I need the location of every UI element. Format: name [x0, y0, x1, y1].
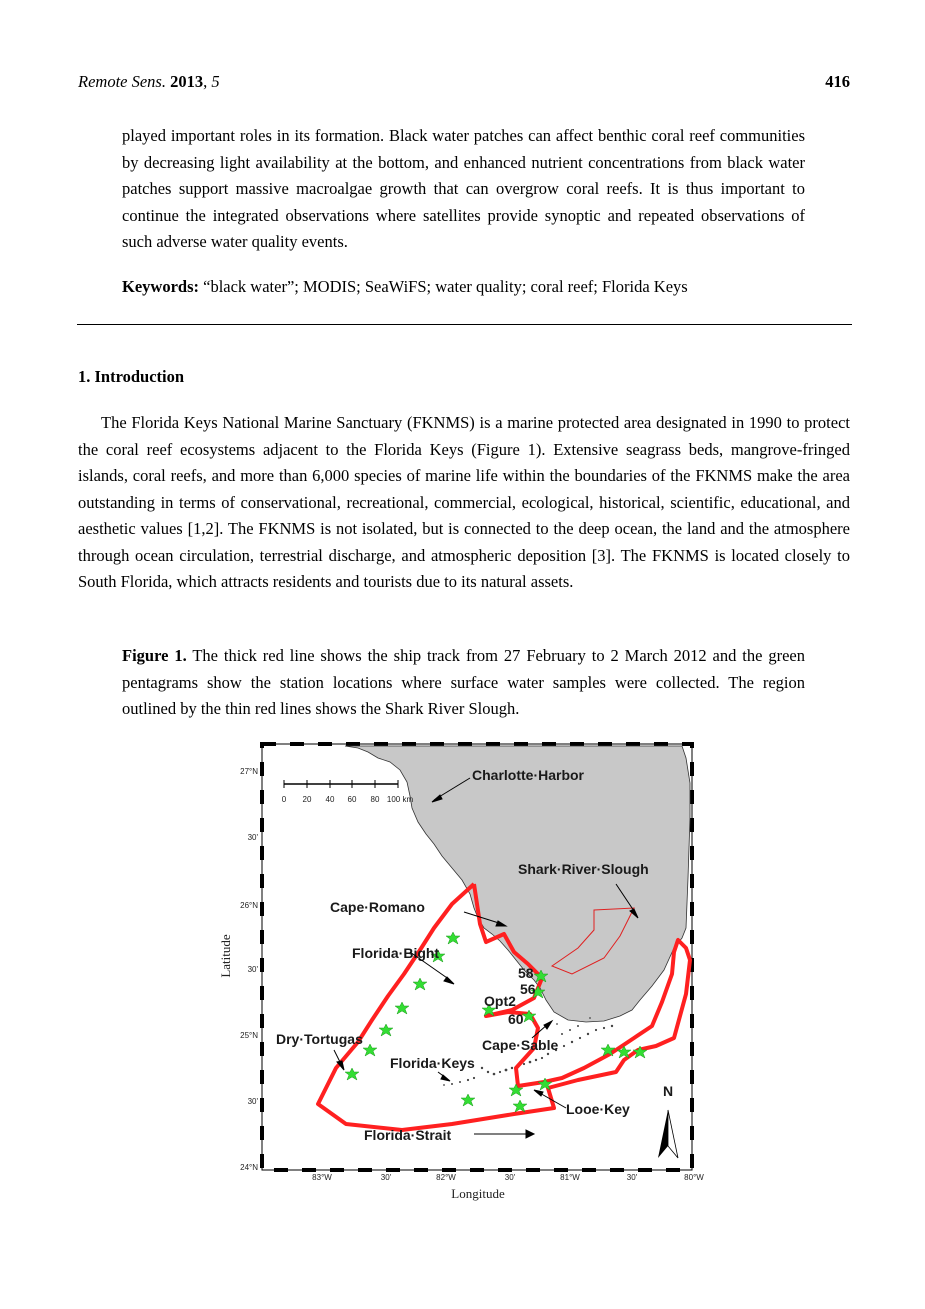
keywords [122, 274, 805, 300]
page-number: 416 [825, 72, 850, 91]
lat-tick: 30' [247, 833, 258, 842]
scale-tick: 80 [370, 795, 380, 804]
lat-tick: 26°N [240, 901, 258, 910]
keywords-text: “black water”; MODIS; SeaWiFS; water quality; coral reef; Florida Keys [203, 277, 688, 296]
x-axis-title: Longitude [451, 1186, 505, 1201]
lon-tick: 80°W [684, 1173, 704, 1182]
label-shark-river-slough: Shark·River·Slough [518, 861, 649, 877]
lon-tick: 81°W [560, 1173, 580, 1182]
label-dry-tortugas: Dry·Tortugas [276, 1031, 363, 1047]
keywords-label: Keywords: [122, 277, 199, 296]
page-header [78, 72, 850, 96]
label-station-58: 58 [518, 965, 534, 981]
scale-tick: 60 [347, 795, 357, 804]
lat-tick: 24°N [240, 1163, 258, 1172]
label-charlotte-harbor: Charlotte·Harbor [472, 767, 585, 783]
journal-year: 2013 [170, 72, 204, 91]
north-label: N [662, 1083, 674, 1099]
journal-volume: 5 [211, 72, 220, 91]
lon-tick: 82°W [436, 1173, 456, 1182]
lon-tick: 30' [504, 1173, 516, 1182]
lon-tick: 30' [380, 1173, 392, 1182]
abstract-text: played important roles in its formation. Black water patches can affect benthic coral reef communities by decreasing light availability at the bottom, and enhanced nutrient concentrations from black water patches support massive macroalgae growth that can overgrow coral reefs. It is thus important to continue the integrated observations where satellites provide synoptic and repeated observations of such adverse water quality events. [122, 126, 805, 251]
label-florida-keys: Florida·Keys [390, 1055, 475, 1071]
scale-tick: 20 [302, 795, 312, 804]
lat-tick: 25°N [240, 1031, 258, 1040]
label-station-56: 56 [520, 981, 536, 997]
journal-citation: Remote Sens. 2013, 5 [78, 72, 220, 91]
lat-tick: 30' [247, 1097, 258, 1106]
intro-paragraph: The Florida Keys National Marine Sanctuary (FKNMS) is a marine protected area designated in 1990 to protect the coral reef ecosystems adjacent to the Florida Keys (Figure 1). Extensive seagrass beds, mangrove-fringed islands, coral reefs, and more than 6,000 species of marine life within the boundaries of the FKNMS make the area outstanding in terms of conservational, recreational, commercial, ecological, historical, scientific, educational, and aesthetic values [1,2]. The FKNMS is not isolated, but is connected to the deep ocean, the land and the atmosphere through ocean circulation, terrestrial discharge, and atmospheric deposition [3]. The FKNMS is located closely to South Florida, which attracts residents and tourists due to its natural assets. [78, 413, 850, 591]
figure-1-map [212, 738, 722, 1210]
y-axis-title: Latitude [218, 934, 233, 978]
scale-tick: 100 km [386, 795, 414, 804]
figure-caption-text: The thick red line shows the ship track from 27 February to 2 March 2012 and the green pentagrams show the station locations where surface water samples were collected. The region outlined by the thin red lines shows the Shark River Slough. [122, 646, 805, 718]
lon-tick: 30' [626, 1173, 638, 1182]
scale-tick: 40 [325, 795, 335, 804]
journal-name: Remote Sens. [78, 72, 166, 91]
figure-caption [122, 643, 805, 723]
figure-caption-label: Figure 1. [122, 646, 187, 665]
map-svg [212, 738, 722, 1210]
label-florida-bight: Florida·Bight [352, 945, 440, 961]
label-station-opt2: Opt2 [484, 993, 516, 1009]
section-divider [77, 324, 852, 325]
lat-tick: 27°N [240, 767, 258, 776]
scale-tick: 0 [281, 795, 287, 804]
label-station-60: 60 [508, 1011, 524, 1027]
lat-tick: 30' [247, 965, 258, 974]
section-title: 1. Introduction [78, 367, 185, 386]
label-florida-strait: Florida·Strait [364, 1127, 452, 1143]
label-cape-romano: Cape·Romano [330, 899, 425, 915]
lon-tick: 83°W [312, 1173, 332, 1182]
label-looe-key: Looe·Key [566, 1101, 630, 1117]
label-cape-sable: Cape·Sable [482, 1037, 559, 1053]
